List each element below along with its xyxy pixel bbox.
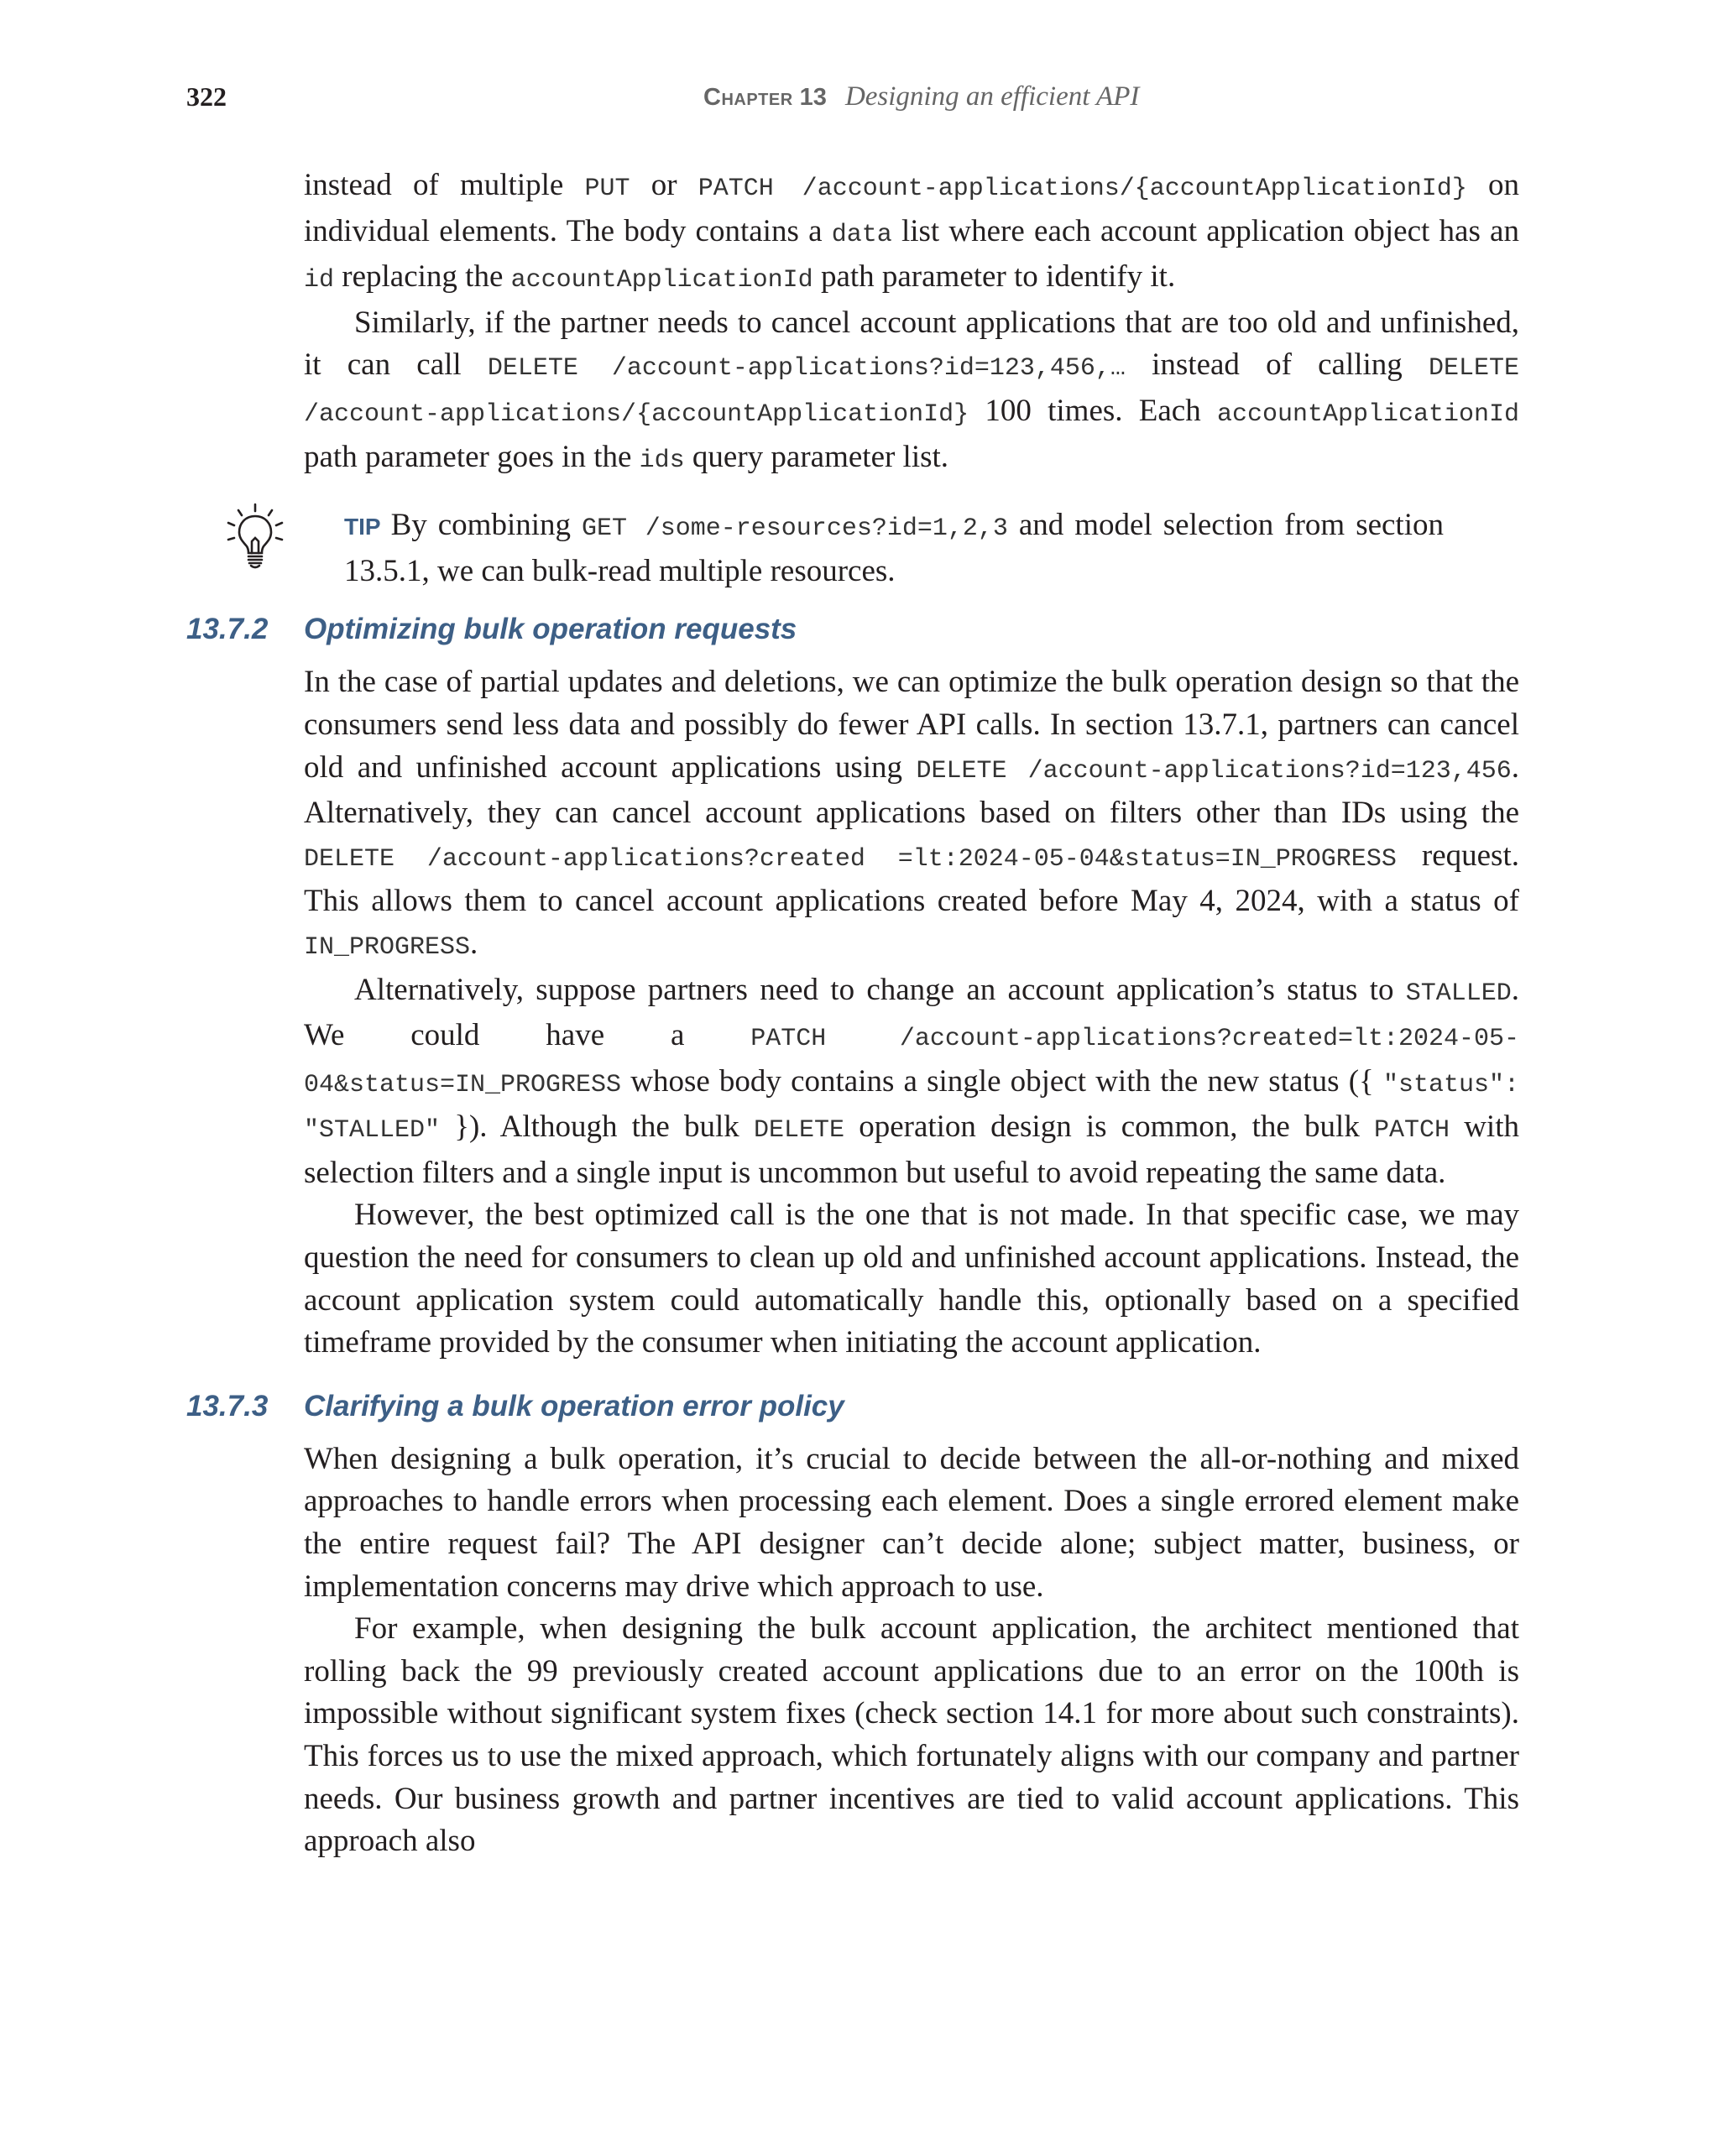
paragraph-optimized-call: However, the best optimized call is the one that is not made. In that specific case, we may question the need for consumers to clean up old and unfinished account applications. Instead, the account application system could automatically handle this, optionally based on a specified timeframe provided by the consumer when initiating the account application. xyxy=(304,1198,1519,1360)
chapter-number: 13 xyxy=(799,84,827,111)
tip-text: TIP By combining GET /some-resources?id=1,2,3 and model selection from section 13.5.1, we can bulk-read multiple resources. xyxy=(344,508,1444,588)
running-head xyxy=(703,81,1139,112)
inline-code: "status": "STALLED" xyxy=(304,1070,1519,1146)
paragraph-bulk-update: instead of multiple PUT or PATCH /account-applications/{accountApplicationId} on individual elements. The body contains a data list where each account application object has an id replacing the accountApplicationId path parameter to identify it. xyxy=(304,168,1520,295)
inline-code: GET /some-resources?id=1,2,3 xyxy=(582,514,1008,544)
inline-code: id xyxy=(304,266,335,295)
tip-callout xyxy=(344,504,1719,593)
section-title: Clarifying a bulk operation error policy xyxy=(304,1389,844,1423)
paragraph-error-policy: When designing a bulk operation, it’s crucial to decide between the all-or-nothing and mixed approaches to handle errors when processing each element. Does a single errored element make the entire request fail? The API designer can’t decide alone; subject matter, business, or implementation concerns may drive which approach to use. xyxy=(304,1441,1519,1604)
inline-code: DELETE /account-applications?id=123,456,… xyxy=(487,354,1126,384)
paragraph-bulk-delete: Similarly, if the partner needs to cancel account applications that are too old and unfinished, it can call DELETE /account-applications?id=123,456,… instead of calling DELETE /account-applications/{accountApplicationId} 100 times. Each accountApplicationId path parameter goes in the ids query parameter list. xyxy=(304,305,1519,475)
inline-code: DELETE /account-applications/{accountApplicationId} xyxy=(304,354,1519,429)
inline-code: DELETE /account-applications?id=123,456 xyxy=(916,756,1512,786)
chapter-title: Designing an efficient API xyxy=(844,81,1140,112)
paragraph-partial-updates: In the case of partial updates and deletions, we can optimize the bulk operation design so that the consumers send less data and possibly do fewer API calls. In section 13.7.1, partners can cancel old and unfinished account applications using DELETE /account-applications?id=123,456. Alternatively, they can cancel account applications based on filters other than IDs using the DELETE /account-applications?created =lt:2024-05-04&status=IN_PROGRESS request. This allows them to cancel account applications created before May 4, 2024, with a status of IN_PROGRESS. xyxy=(304,665,1519,962)
inline-code: PATCH /account-applications?created=lt:2024-05-04&status=IN_PROGRESS xyxy=(304,1025,1520,1099)
inline-code: ids xyxy=(639,446,685,475)
inline-code: PUT xyxy=(584,175,630,203)
section-heading-13-7-2 xyxy=(186,603,1519,661)
inline-code: PATCH /account-applications/{accountApplicationId} xyxy=(698,175,1467,203)
inline-code: accountApplicationId xyxy=(510,266,813,295)
section-title: Optimizing bulk operation requests xyxy=(304,613,797,646)
section-number: 13.7.3 xyxy=(186,1389,269,1423)
section-heading-13-7-3 xyxy=(186,1380,1519,1438)
inline-code: data xyxy=(831,220,892,249)
lightbulb-icon xyxy=(225,503,285,570)
section-number: 13.7.2 xyxy=(186,613,269,646)
inline-code: DELETE /account-applications?created =lt:2024-05-04&status=IN_PROGRESS xyxy=(304,844,1397,874)
page-number: 322 xyxy=(186,81,227,112)
inline-code: PATCH xyxy=(1374,1116,1450,1146)
inline-code: IN_PROGRESS xyxy=(304,932,471,962)
paragraph-error-example: For example, when designing the bulk account application, the architect mentioned that rolling back the 99 previously created account applications due to an error on the 100th is impossible without significant system fixes (check section 14.1 for more about such constraints). This forces us to use the mixed approach, which fortunately aligns with our company and partner needs. Our business growth and partner incentives are tied to valid account applications. This approach also xyxy=(304,1611,1519,1859)
inline-code: DELETE xyxy=(753,1116,845,1146)
paragraph-bulk-patch: Alternatively, suppose partners need to change an account application’s status to STALLED. We could have a PATCH /account-applications?created=lt:2024-05-04&status=IN_PROGRESS whose body contains a single object with the new status ({ "status": "STALLED" }). Although the bulk DELETE operation design is common, the bulk PATCH with selection filters and a single input is uncommon but useful to avoid repeating the same data. xyxy=(304,972,1520,1190)
inline-code: accountApplicationId xyxy=(1216,399,1519,429)
inline-code: STALLED xyxy=(1405,979,1512,1008)
chapter-label: Chapter xyxy=(703,84,793,111)
tip-label: TIP xyxy=(344,514,381,540)
page-body xyxy=(186,164,1520,1863)
